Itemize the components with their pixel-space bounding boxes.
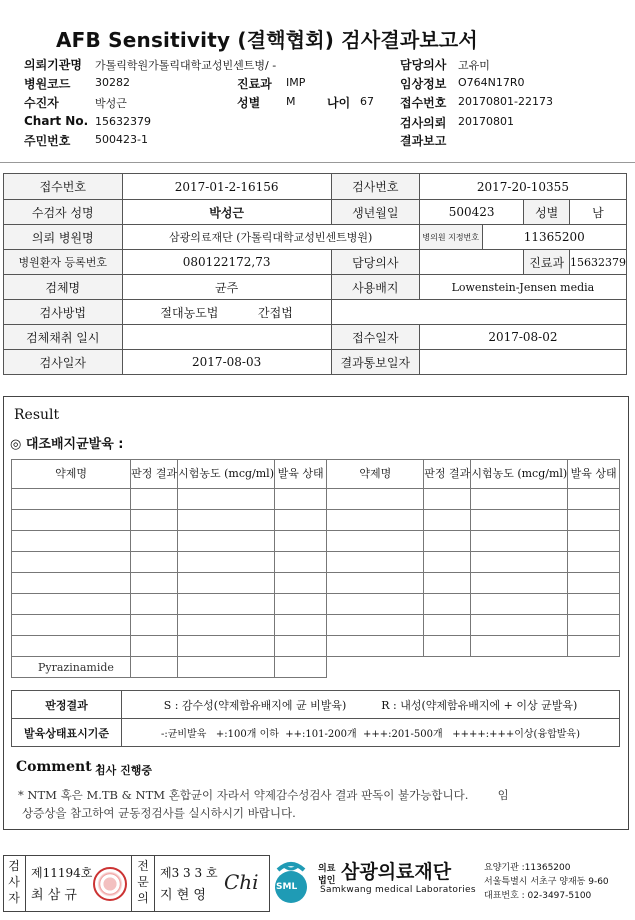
growth-legend-value: -:균비발육 +:100개 이하 ++:101-200개 +++:201-500개 ++++:+++이상(융합발육) — [122, 719, 620, 747]
sex-info-label: 성별 — [524, 200, 570, 225]
growth-legend-label: 발육상태표시기준 — [12, 719, 122, 747]
designated-no-value: 11365200 — [482, 225, 626, 250]
resident-no-label: 주민번호 — [24, 134, 71, 148]
attending-label: 담당의사 — [331, 250, 419, 275]
table-row — [12, 489, 620, 510]
resistant-legend: R : 내성(약제함유배지에 + 이상 균발육) — [381, 698, 578, 712]
patient-label: 수진자 — [24, 96, 59, 110]
comment-label: Comment : — [16, 759, 102, 775]
table-row — [12, 510, 620, 531]
specimen-value: 균주 — [122, 275, 331, 300]
result-heading: Result — [14, 407, 60, 423]
medium-value: Lowenstein-Jensen media — [419, 275, 626, 300]
sex-value: M — [286, 95, 296, 108]
method-value-absolute: 절대농도법 — [160, 305, 219, 320]
tester-license: 제11194호 — [31, 866, 93, 880]
hospital-name-value: 삼광의료재단 (가톨릭대학교성빈센트병원) — [122, 225, 419, 250]
table-row — [12, 615, 620, 636]
col-drug-name-right: 약제명 — [327, 460, 424, 489]
org-name: 삼광의료재단 — [341, 861, 452, 883]
test-date-label: 검사일자 — [4, 350, 123, 375]
dob-label: 생년월일 — [331, 200, 419, 225]
reception-no-label: 접수번호 — [400, 96, 447, 110]
specialist-license: 제3 3 3 호 — [160, 866, 218, 880]
patient-value: 박성근 — [95, 97, 127, 110]
age-value: 67 — [360, 95, 374, 108]
receipt-date-value: 2017-08-02 — [419, 325, 626, 350]
col-judgement-left: 판정 결과 — [131, 460, 178, 489]
logo-mark-text: SML — [276, 882, 298, 892]
table-row — [12, 636, 620, 657]
table-row — [12, 657, 620, 678]
org-prefix-2: 법인 — [318, 876, 336, 886]
age-label: 나이 — [327, 96, 351, 110]
control-growth-label: ◎ 대조배지균발육 : — [10, 437, 124, 452]
tester-vertical-label: 검사자 — [8, 859, 20, 905]
method-value — [122, 300, 331, 325]
medium-label: 사용배지 — [331, 275, 419, 300]
table-row — [12, 552, 620, 573]
sex-info-value: 남 — [569, 200, 626, 225]
doctor-label: 담당의사 — [400, 58, 447, 72]
sig-divider-2 — [131, 855, 132, 912]
care-institution-no: 요양기관 :11365200 — [484, 863, 571, 873]
clinical-info-value: O764N17R0 — [458, 76, 525, 89]
test-request-value: 20170801 — [458, 115, 514, 128]
method-empty — [331, 300, 626, 325]
reception-label: 접수번호 — [4, 174, 123, 200]
org-phone: 대표번호 : 02-3497-5100 — [484, 891, 592, 901]
test-no-value: 2017-20-10355 — [419, 174, 626, 200]
hospital-value: 가톨릭학원가톨릭대학교성빈센트병/ - — [95, 59, 277, 72]
result-report-label: 결과보고 — [400, 134, 447, 148]
specialist-name: 지 현 영 — [160, 888, 206, 903]
test-date-value: 2017-08-03 — [122, 350, 331, 375]
susceptible-legend: S : 감수성(약제함유배지에 균 비발육) — [163, 698, 347, 712]
col-growth-left: 발육 상태 — [274, 460, 326, 489]
name-value: 박성근 — [122, 200, 331, 225]
collect-label: 검체채취 일시 — [4, 325, 123, 350]
col-concentration-left: 시험농도 (mcg/ml) — [178, 460, 275, 489]
department-label: 진료과 — [237, 77, 272, 91]
notify-date-value — [419, 350, 626, 375]
tester-name: 최 삼 규 — [31, 888, 77, 903]
sig-divider-3 — [154, 855, 155, 912]
table-row — [12, 531, 620, 552]
test-no-label: 검사번호 — [331, 174, 419, 200]
receipt-date-label: 접수일자 — [331, 325, 419, 350]
comment-note-line2: 상증상을 참고하여 균동정검사를 실시하시기 바랍니다. — [22, 806, 296, 820]
attending-value — [419, 250, 524, 275]
col-judgement-right: 판정 결과 — [424, 460, 471, 489]
sml-logo-icon — [272, 860, 310, 906]
dept-info-label: 진료과 — [524, 250, 570, 275]
patient-reg-label: 병원환자 등록번호 — [4, 250, 123, 275]
method-value-indirect: 간접법 — [258, 305, 293, 320]
hospital-name-label: 의뢰 병원명 — [4, 225, 123, 250]
collect-value — [122, 325, 331, 350]
comment-value: 검사 진행중 — [95, 764, 152, 777]
org-prefix-1: 의료 — [318, 864, 336, 874]
org-english-name: Samkwang medical Laboratories — [320, 885, 476, 895]
hospital-code-value: 30282 — [95, 76, 130, 89]
report-title: AFB Sensitivity (결핵협회) 검사결과보고서 — [56, 28, 478, 52]
chart-no-value: 15632379 — [95, 115, 151, 128]
drug-pyrazinamide: Pyrazinamide — [12, 657, 131, 678]
col-drug-name-left: 약제명 — [12, 460, 131, 489]
sex-label: 성별 — [237, 96, 261, 110]
info-table — [3, 173, 627, 375]
sig-divider-1 — [25, 855, 26, 912]
judgement-legend-label: 판정결과 — [12, 691, 122, 719]
department-value: IMP — [286, 76, 306, 89]
dob-value: 500423 — [419, 200, 524, 225]
patient-reg-value: 080122172,73 — [122, 250, 331, 275]
drug-table — [11, 459, 620, 678]
col-concentration-right: 시험농도 (mcg/ml) — [471, 460, 568, 489]
tester-seal-icon — [93, 867, 127, 901]
test-request-label: 검사의뢰 — [400, 116, 447, 130]
header-divider — [0, 162, 635, 163]
table-row — [12, 573, 620, 594]
hospital-label: 의뢰기관명 — [24, 58, 82, 72]
reception-value: 2017-01-2-16156 — [122, 174, 331, 200]
name-label: 수검자 성명 — [4, 200, 123, 225]
table-row — [12, 594, 620, 615]
notify-date-label: 결과통보일자 — [331, 350, 419, 375]
chart-no-label: Chart No. — [24, 114, 89, 128]
org-address: 서울특별시 서초구 양재동 9-60 — [484, 877, 609, 887]
hospital-code-label: 병원코드 — [24, 77, 71, 91]
col-growth-right: 발육 상태 — [568, 460, 620, 489]
dept-info-value: 15632379 — [569, 250, 626, 275]
method-label: 검사방법 — [4, 300, 123, 325]
specimen-label: 검체명 — [4, 275, 123, 300]
legend-table — [11, 690, 620, 747]
clinical-info-label: 임상정보 — [400, 77, 447, 91]
specialist-signature: Chi — [224, 870, 259, 894]
designated-no-label: 병의원 지정번호 — [419, 225, 482, 250]
resident-no-value: 500423-1 — [95, 133, 148, 146]
doctor-value: 고유미 — [458, 59, 490, 72]
judgement-legend-value — [122, 691, 620, 719]
comment-note-line1: * NTM 혹은 M.TB & NTM 혼합균이 자라서 약제감수성검사 결과 판독이 불가능합니다. 임 — [18, 788, 509, 802]
specialist-vertical-label: 전문의 — [137, 859, 149, 905]
reception-no-value: 20170801-22173 — [458, 95, 553, 108]
